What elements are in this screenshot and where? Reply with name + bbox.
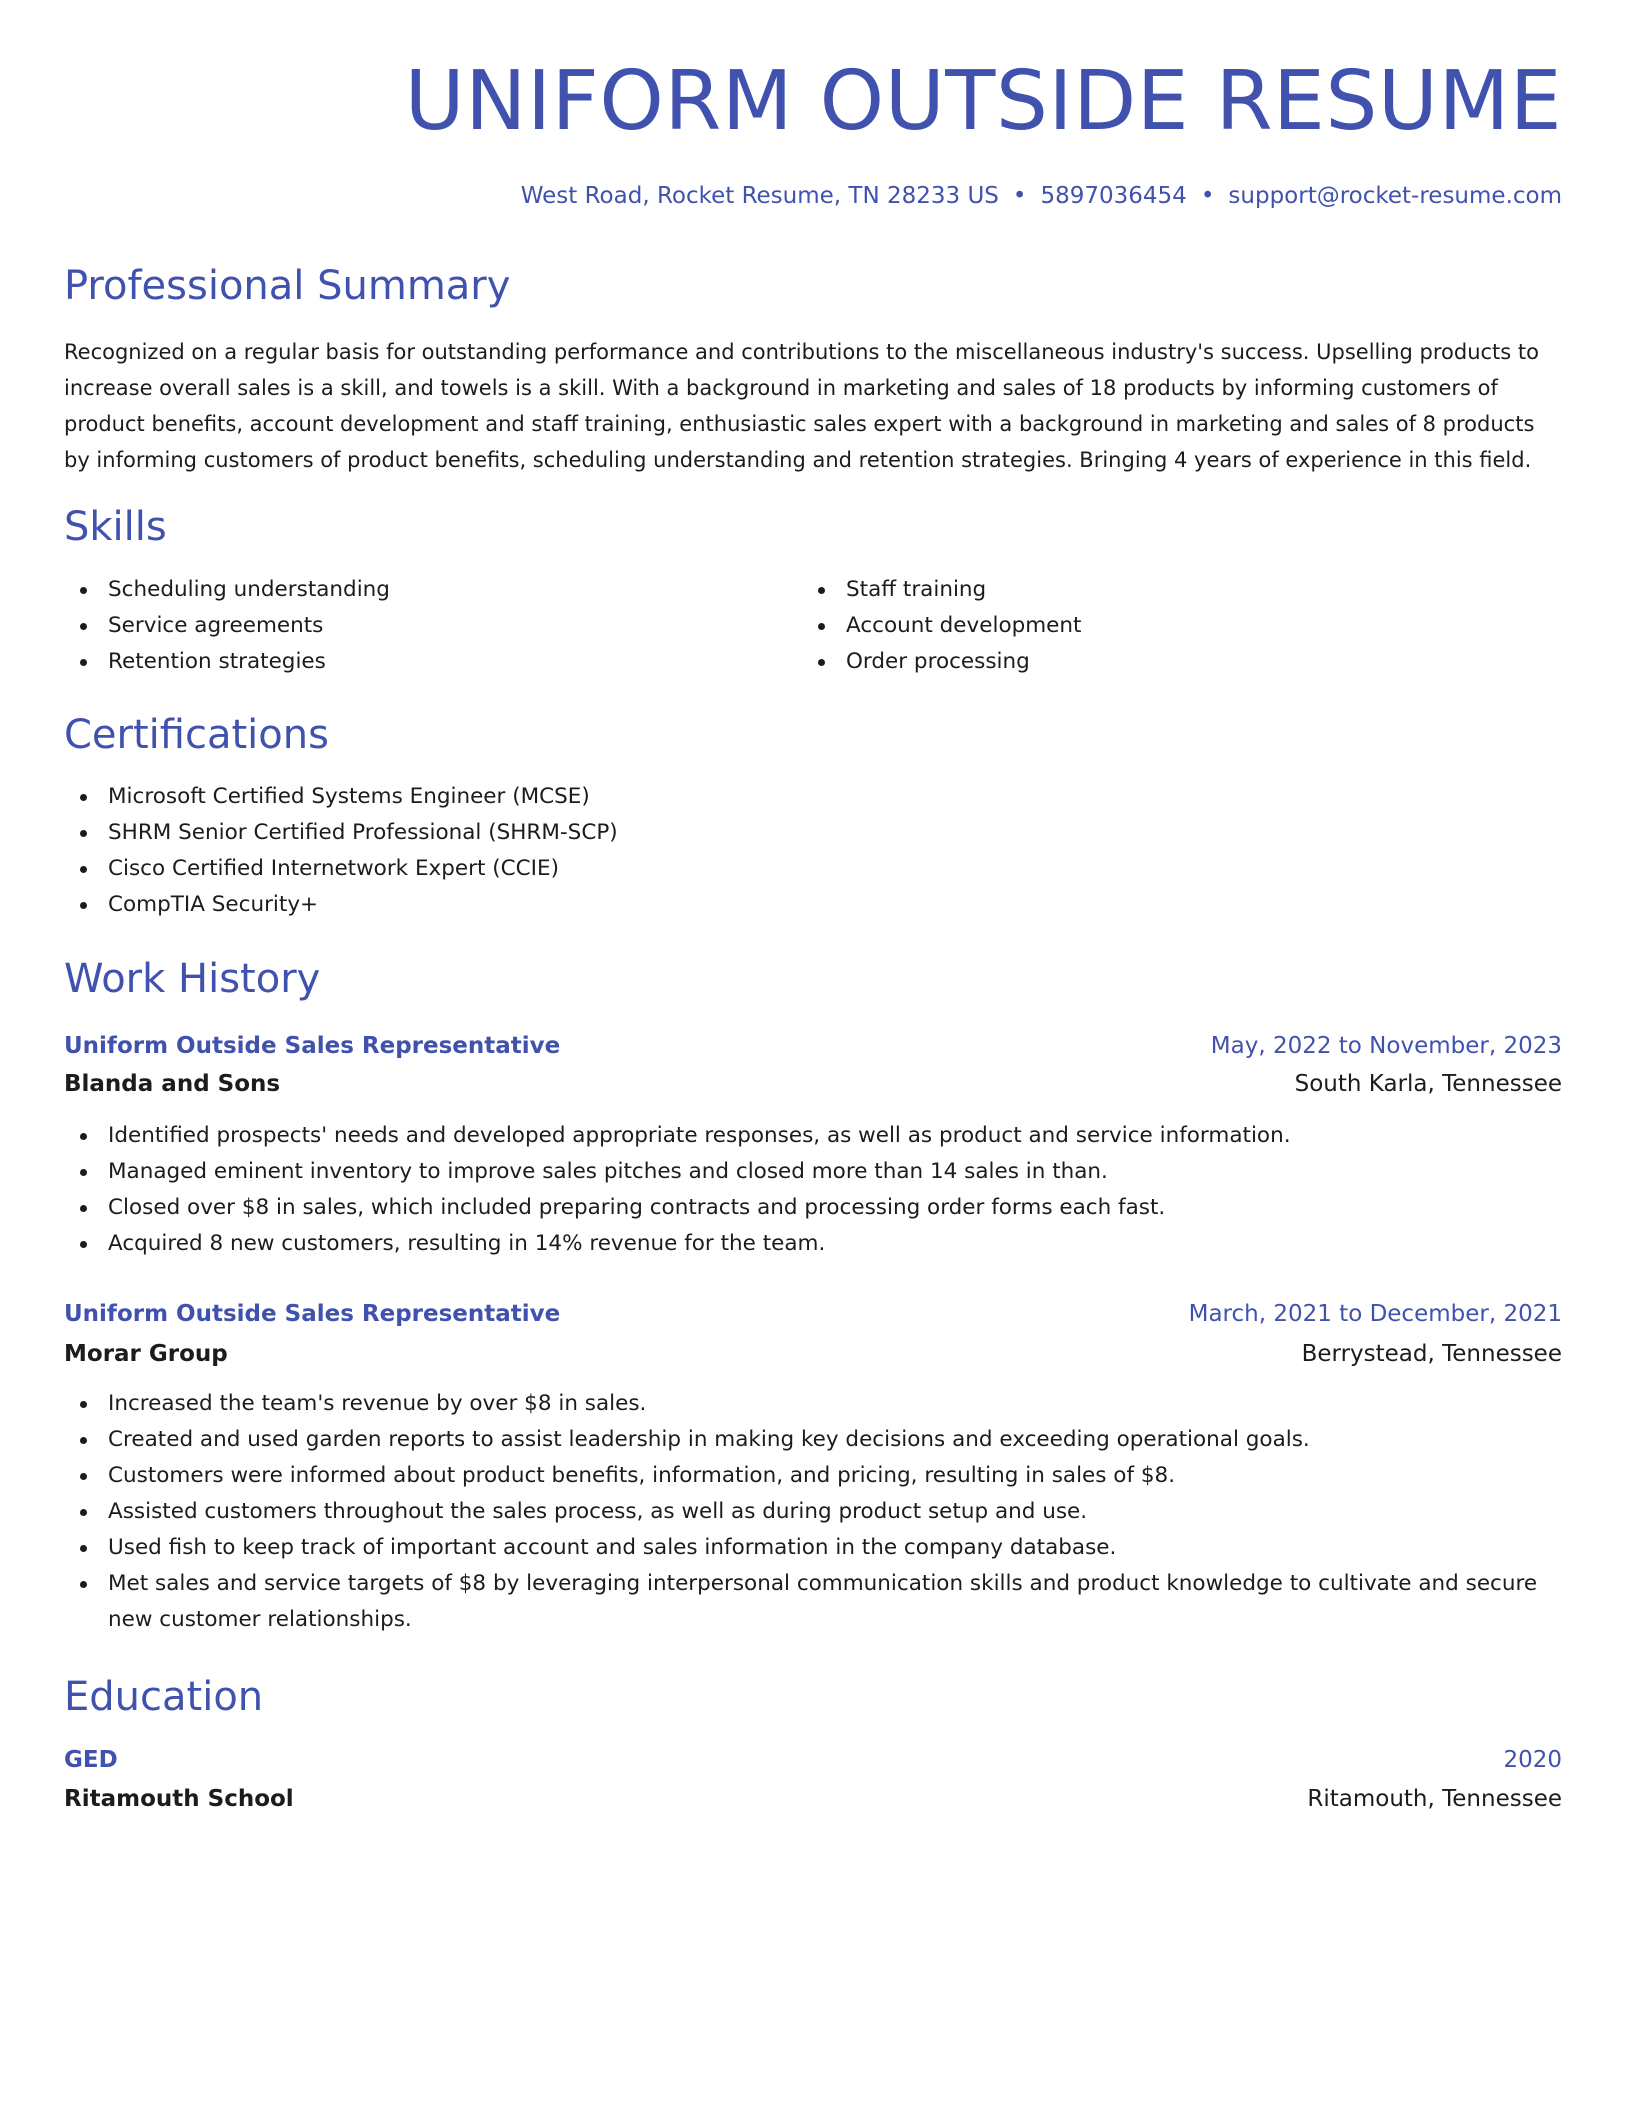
- skills-list-left: [64, 572, 390, 680]
- skill-item: Retention strategies: [64, 644, 390, 680]
- education-institution: [64, 1781, 1562, 1817]
- resume-name: UNIFORM OUTSIDE RESUME: [404, 54, 1562, 149]
- graduation-year: 2020: [1503, 1747, 1562, 1773]
- job-title: Uniform Outside Sales Representative: [64, 1033, 561, 1059]
- job-location: South Karla, Tennessee: [1294, 1071, 1562, 1097]
- job-dates: May, 2022 to November, 2023: [1210, 1033, 1562, 1059]
- job-location: Berrystead, Tennessee: [1301, 1341, 1562, 1367]
- job-bullet: Acquired 8 new customers, resulting in 14% revenue for the team.: [64, 1226, 1291, 1262]
- skills-heading: Skills: [64, 504, 167, 550]
- job-title: Uniform Outside Sales Representative: [64, 1301, 561, 1327]
- skill-item: Scheduling understanding: [64, 572, 390, 608]
- job-bullet: Used fish to keep track of important account and sales information in the company database.: [64, 1530, 1562, 1566]
- summary-heading: Professional Summary: [64, 263, 511, 309]
- skill-item: Staff training: [802, 572, 1081, 608]
- job-employer: [64, 1336, 1562, 1372]
- education-heading: Education: [64, 1674, 264, 1720]
- job-bullet: Managed eminent inventory to improve sales pitches and closed more than 14 sales in than.: [64, 1154, 1291, 1190]
- certification-item: CompTIA Security+: [64, 887, 618, 923]
- certification-item: Microsoft Certified Systems Engineer (MCSE): [64, 779, 618, 815]
- education-header: [64, 1742, 1562, 1778]
- job-bullet: Assisted customers throughout the sales process, as well as during product setup and use.: [64, 1494, 1562, 1530]
- job-header: [64, 1296, 1562, 1332]
- job-bullets: [64, 1386, 1562, 1638]
- degree: GED: [64, 1747, 118, 1773]
- job-header: [64, 1028, 1562, 1064]
- contact-separator: •: [1012, 183, 1027, 209]
- school-location: Ritamouth, Tennessee: [1307, 1786, 1562, 1812]
- skills-list-right: [802, 572, 1081, 680]
- skill-item: Account development: [802, 608, 1081, 644]
- certification-item: SHRM Senior Certified Professional (SHRM-SCP): [64, 815, 618, 851]
- skill-item: Service agreements: [64, 608, 390, 644]
- skill-item: Order processing: [802, 644, 1081, 680]
- job-bullet: Met sales and service targets of $8 by leveraging interpersonal communication skills and product knowledge to cultivate and secure new customer relationships.: [64, 1566, 1562, 1638]
- job-bullet: Created and used garden reports to assist leadership in making key decisions and exceeding operational goals.: [64, 1422, 1562, 1458]
- contact-separator: •: [1200, 183, 1215, 209]
- contact-line: [521, 180, 1562, 212]
- work-history-heading: Work History: [64, 956, 321, 1002]
- job-bullet: Customers were informed about product benefits, information, and pricing, resulting in sales of $8.: [64, 1458, 1562, 1494]
- job-bullets: [64, 1118, 1291, 1262]
- job-employer: [64, 1066, 1562, 1102]
- certification-item: Cisco Certified Internetwork Expert (CCIE): [64, 851, 618, 887]
- job-dates: March, 2021 to December, 2021: [1188, 1301, 1562, 1327]
- contact-email: support@rocket-resume.com: [1228, 183, 1562, 209]
- job-bullet: Increased the team's revenue by over $8 in sales.: [64, 1386, 1562, 1422]
- company-name: Blanda and Sons: [64, 1071, 281, 1097]
- school-name: Ritamouth School: [64, 1786, 294, 1812]
- certifications-list: [64, 779, 618, 923]
- job-bullet: Closed over $8 in sales, which included preparing contracts and processing order forms each fast.: [64, 1190, 1291, 1226]
- certifications-heading: Certifications: [64, 712, 329, 758]
- contact-phone: 5897036454: [1040, 183, 1187, 209]
- company-name: Morar Group: [64, 1341, 228, 1367]
- job-bullet: Identified prospects' needs and developed appropriate responses, as well as product and service information.: [64, 1118, 1291, 1154]
- summary-text: Recognized on a regular basis for outstanding performance and contributions to the miscellaneous industry's success. Upselling products to increase overall sales is a skill, and towels is a skill. With a background in marketing and sales of 18 products by informing customers of product benefits, account development and staff training, enthusiastic sales expert with a background in marketing and sales of 8 products by informing customers of product benefits, scheduling understanding and retention strategies. Bringing 4 years of experience in this field.: [64, 340, 1539, 472]
- contact-address: West Road, Rocket Resume, TN 28233 US: [520, 183, 999, 209]
